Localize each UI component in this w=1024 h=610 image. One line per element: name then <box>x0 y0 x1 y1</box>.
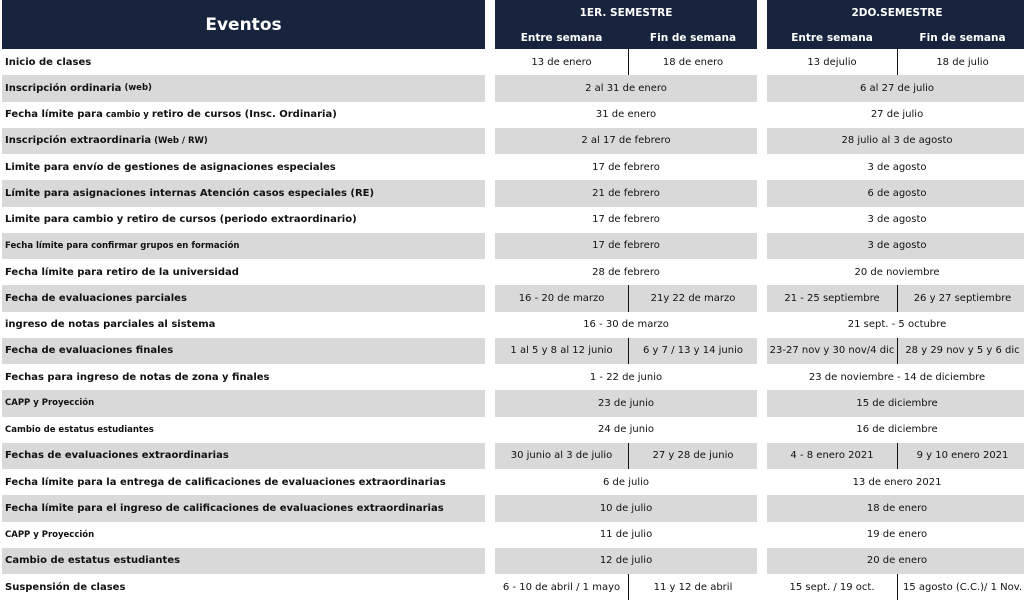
event-label-text: Límite para asignaciones internas Atención casos especiales (RE) <box>5 187 375 199</box>
event-label <box>2 364 485 390</box>
sem1-date: 28 de febrero <box>592 266 660 278</box>
sem2-weekend-header: Fin de semana <box>898 26 1024 49</box>
semester-2-header: 2DO.SEMESTRE <box>767 0 1024 26</box>
sem1-weekday-date: 6 - 10 de abril / 1 mayo <box>502 581 621 593</box>
sem1-date: 16 - 30 de marzo <box>583 319 669 331</box>
event-label-note: cambio y <box>105 109 149 120</box>
sem2-weekday-date: 23-27 nov y 30 nov/4 dic <box>767 338 897 364</box>
sem2-weekend-date: 18 de julio <box>936 56 989 68</box>
sem1-date: 1 - 22 de junio <box>589 371 663 383</box>
event-label-note: (web) <box>124 83 152 94</box>
sem1-date: 17 de febrero <box>592 161 660 173</box>
event-label-text: Cambio de estatus estudiantes <box>5 555 181 567</box>
sem2-date: 23 de noviembre - 14 de diciembre <box>808 371 986 383</box>
event-label-text: CAPP y Proyección <box>5 529 95 540</box>
sem2-date: 27 de julio <box>870 109 924 121</box>
sem2-weekend-date: 15 agosto (C.C.)/ 1 Nov. <box>902 581 1023 593</box>
event-label-text: CAPP y Proyección <box>5 398 95 409</box>
event-label-tail: retiro de cursos (Insc. Ordinaria) <box>151 109 337 121</box>
sem2-date: 19 de enero <box>866 529 928 541</box>
event-label-note: (Web / RW) <box>154 135 208 146</box>
event-label <box>2 180 485 206</box>
event-label-text: Inscripción ordinaria <box>5 82 122 94</box>
event-label-text: ingreso de notas parciales al sistema <box>5 319 216 331</box>
event-label-text: Cambio de estatus estudiantes <box>5 424 154 435</box>
sem2-date: 21 sept. - 5 octubre <box>847 319 947 331</box>
sem1-weekend-date: 6 y 7 / 13 y 14 junio <box>629 338 757 364</box>
sem2-date: 6 al 27 de julio <box>767 75 1024 101</box>
event-label <box>2 417 485 443</box>
event-label <box>2 207 485 233</box>
sem1-date: 17 de febrero <box>495 233 757 259</box>
event-label <box>2 259 485 285</box>
event-label <box>2 75 485 101</box>
event-label <box>2 285 485 311</box>
sem2-date: 13 de enero 2021 <box>852 476 942 488</box>
sem1-weekday-date: 13 de enero <box>531 56 592 68</box>
sem1-weekday-date: 1 al 5 y 8 al 12 junio <box>495 338 628 364</box>
sem1-date: 6 de julio <box>602 476 649 488</box>
sem2-date: 20 de enero <box>767 548 1024 574</box>
event-label <box>2 390 485 416</box>
event-label <box>2 312 485 338</box>
event-label-text: Fecha límite para retiro de la universidad <box>5 266 239 278</box>
semester-1-header: 1ER. SEMESTRE <box>495 0 757 26</box>
sem1-date: 31 de enero <box>595 109 657 121</box>
sem1-date: 12 de julio <box>495 548 757 574</box>
sem1-weekday-date: 16 - 20 de marzo <box>495 285 628 311</box>
sem2-weekend-date: 26 y 27 septiembre <box>898 285 1024 311</box>
sem2-weekday-date: 13 dejulio <box>807 56 857 68</box>
event-label-text: Fecha de evaluaciones finales <box>5 345 174 357</box>
event-label <box>2 102 485 128</box>
event-label <box>2 522 485 548</box>
sem1-weekday-date: 30 junio al 3 de julio <box>495 443 628 469</box>
event-label-text: Suspensión de clases <box>5 581 126 593</box>
sem2-weekend-date: 28 y 29 nov y 5 y 6 dic <box>898 338 1024 364</box>
sem2-date: 28 julio al 3 de agosto <box>767 128 1024 154</box>
event-label <box>2 128 485 154</box>
sem2-weekend-date: 9 y 10 enero 2021 <box>898 443 1024 469</box>
event-label-text: Limite para cambio y retiro de cursos (periodo extraordinario) <box>5 214 357 226</box>
event-label <box>2 49 485 75</box>
event-label <box>2 574 485 600</box>
event-label-text: Fecha límite para <box>5 109 103 121</box>
sem1-date: 17 de febrero <box>592 214 660 226</box>
event-label-text: Fechas de evaluaciones extraordinarias <box>5 450 229 462</box>
sem2-weekday-date: 15 sept. / 19 oct. <box>789 581 875 593</box>
event-label <box>2 338 485 364</box>
event-label-text: Inscripción extraordinaria <box>5 135 152 147</box>
sem1-weekend-date: 27 y 28 de junio <box>629 443 757 469</box>
sem2-date: 16 de diciembre <box>856 424 938 436</box>
sem1-date: 11 de julio <box>599 529 653 541</box>
event-label-text: Fecha límite para el ingreso de calificaciones de evaluaciones extraordinarias <box>5 502 444 514</box>
event-label <box>2 469 485 495</box>
sem2-date: 3 de agosto <box>867 161 927 173</box>
event-label <box>2 233 485 259</box>
sem2-weekday-date: 4 - 8 enero 2021 <box>767 443 897 469</box>
sem1-weekend-header: Fin de semana <box>629 26 757 49</box>
sem2-weekday-header: Entre semana <box>767 26 897 49</box>
sem1-date: 23 de junio <box>495 390 757 416</box>
sem2-date: 6 de agosto <box>767 180 1024 206</box>
event-label-text: Fecha de evaluaciones parciales <box>5 292 187 304</box>
event-label <box>2 548 485 574</box>
sem2-date: 3 de agosto <box>767 233 1024 259</box>
sem2-date: 20 de noviembre <box>854 266 940 278</box>
sem2-date: 18 de enero <box>767 495 1024 521</box>
sem1-weekend-date: 21y 22 de marzo <box>629 285 757 311</box>
sem1-weekend-date: 18 de enero <box>662 56 724 68</box>
event-label <box>2 443 485 469</box>
sem2-date: 15 de diciembre <box>767 390 1024 416</box>
event-label-text: Fechas para ingreso de notas de zona y finales <box>5 371 270 383</box>
sem1-date: 2 al 17 de febrero <box>495 128 757 154</box>
event-label-text: Fecha límite para la entrega de calificaciones de evaluaciones extraordinarias <box>5 476 446 488</box>
sem1-date: 24 de junio <box>598 424 654 436</box>
sem2-weekday-date: 21 - 25 septiembre <box>767 285 897 311</box>
sem1-date: 10 de julio <box>495 495 757 521</box>
event-label-text: Limite para envío de gestiones de asignaciones especiales <box>5 161 336 173</box>
sem1-weekend-date: 11 y 12 de abril <box>653 581 733 593</box>
event-label <box>2 495 485 521</box>
sem1-weekday-header: Entre semana <box>495 26 628 49</box>
sem1-date: 2 al 31 de enero <box>495 75 757 101</box>
sem2-date: 3 de agosto <box>867 214 927 226</box>
event-label <box>2 154 485 180</box>
event-label-text: Fecha límite para confirmar grupos en formación <box>5 240 240 251</box>
events-header: Eventos <box>2 0 485 49</box>
sem1-date: 21 de febrero <box>495 180 757 206</box>
event-label-text: Inicio de clases <box>5 56 92 68</box>
